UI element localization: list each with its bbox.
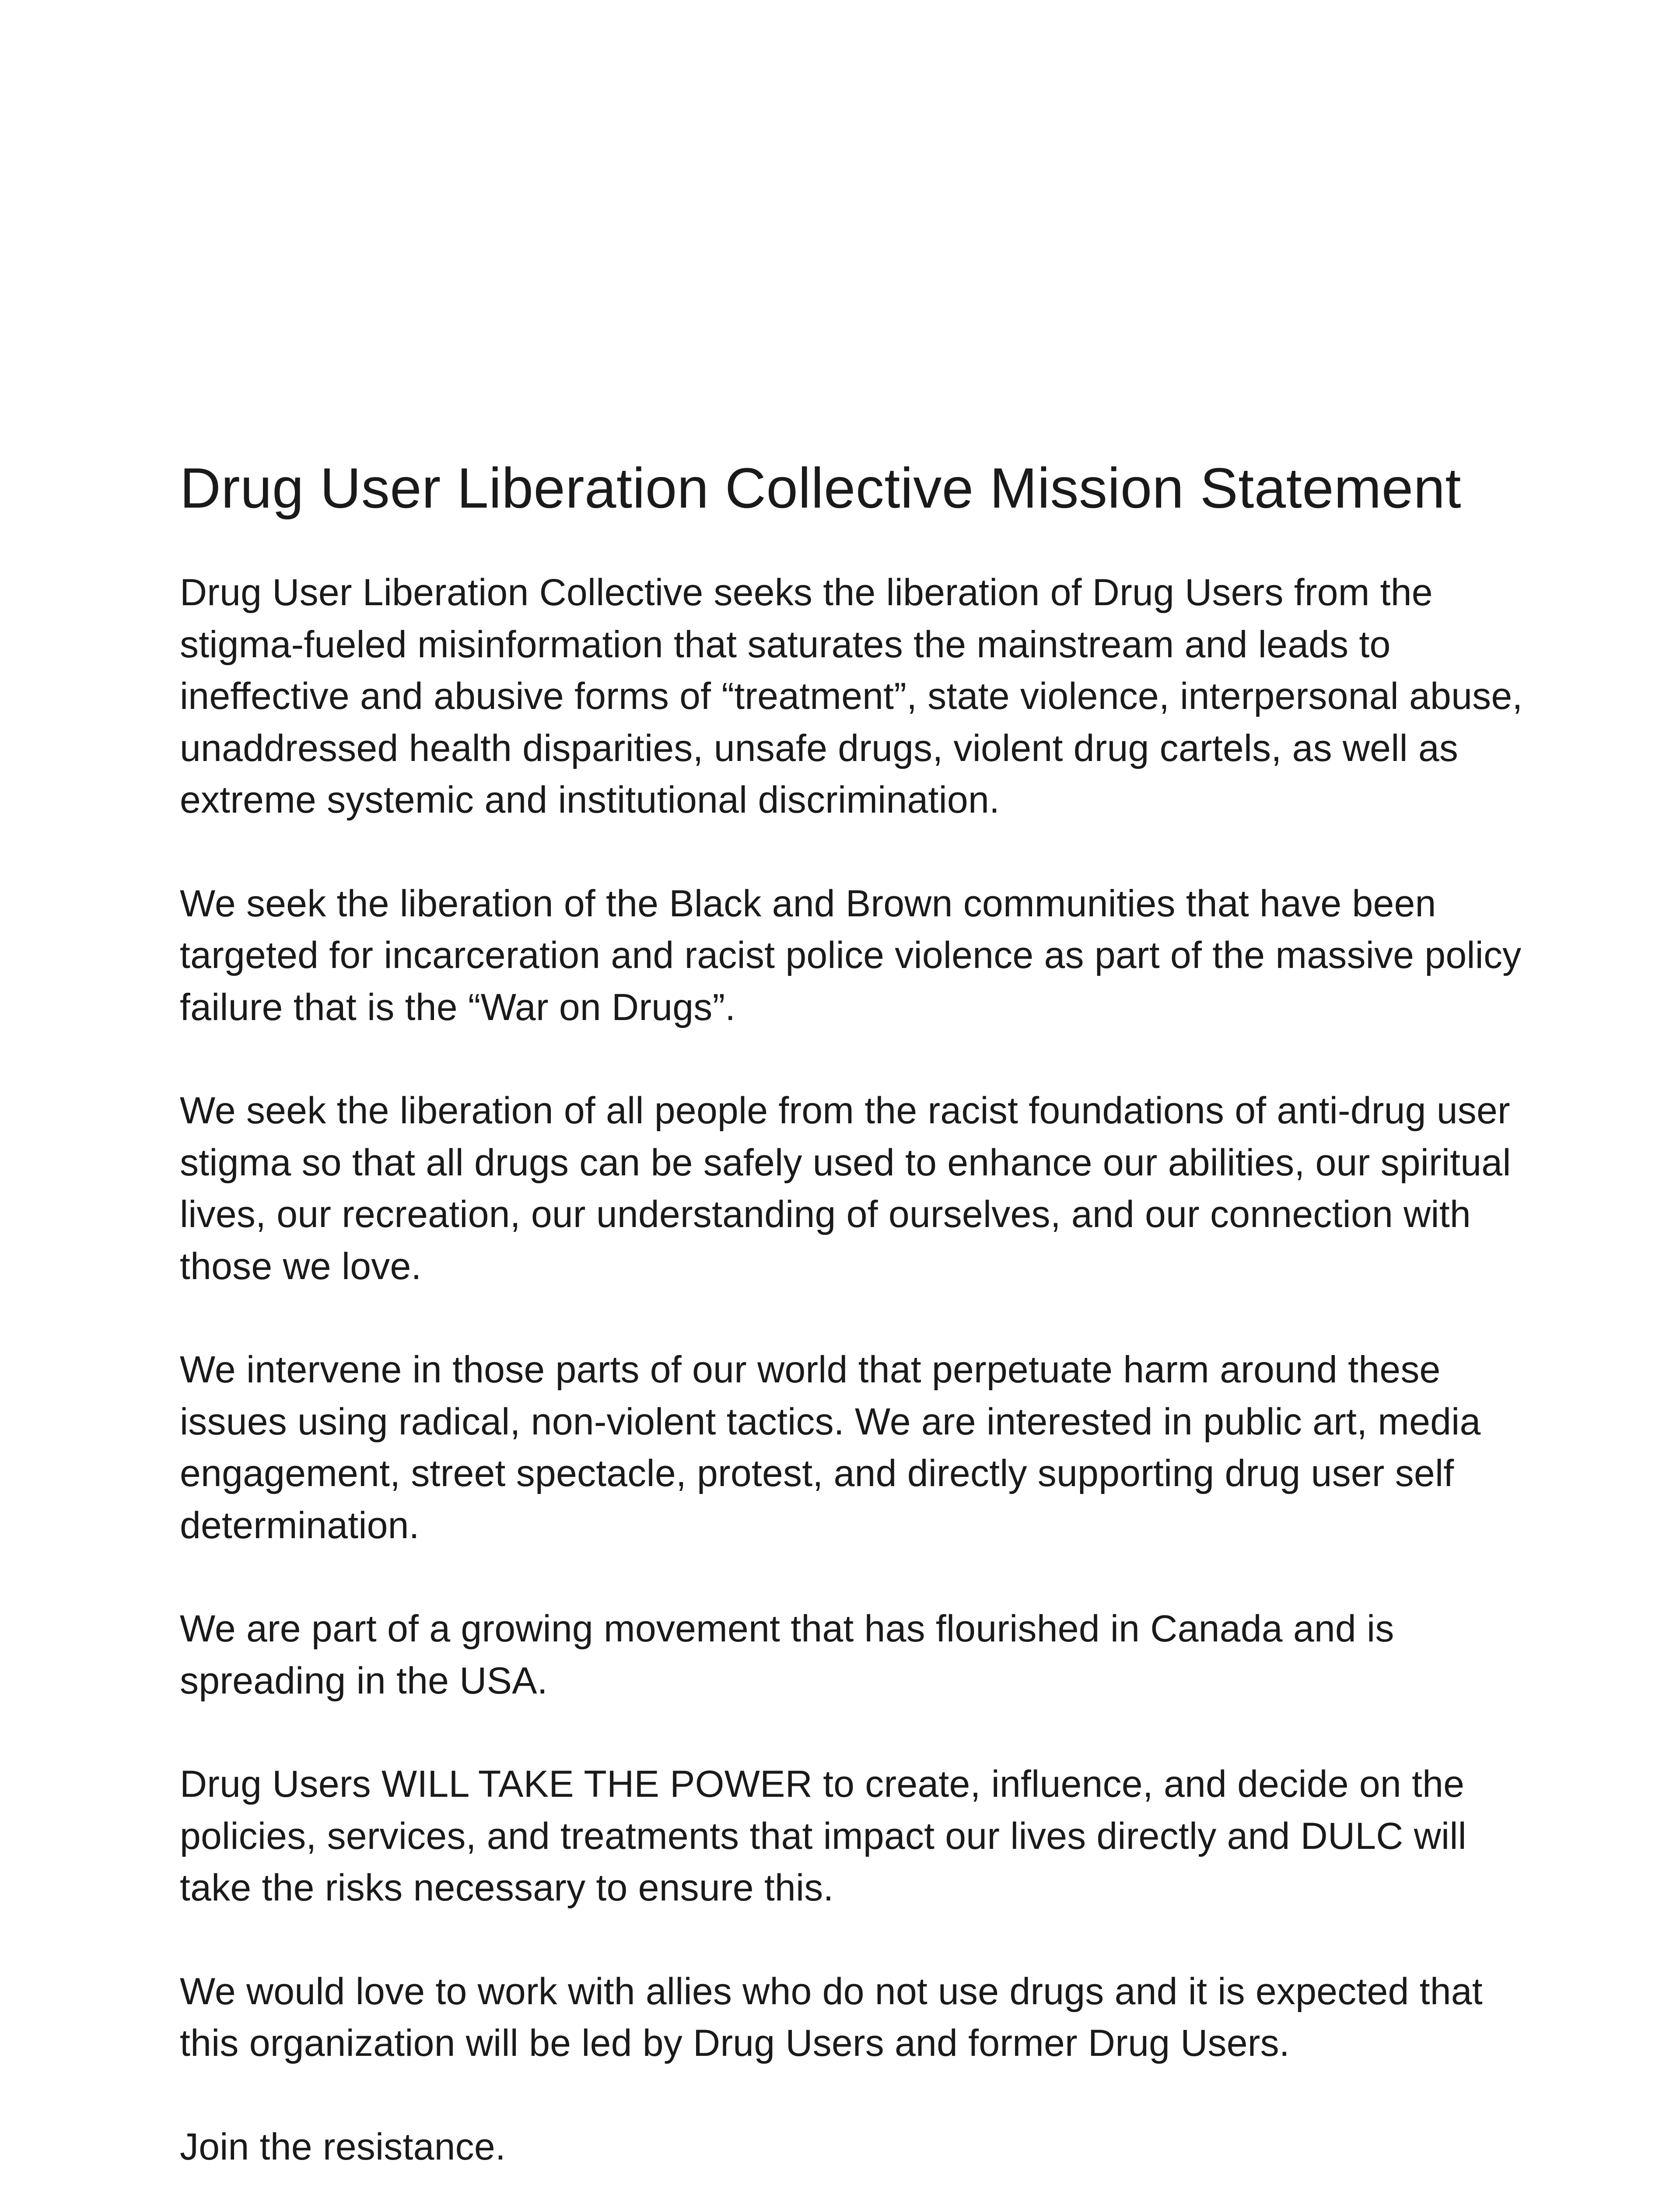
paragraph-power: Drug Users WILL TAKE THE POWER to create, influence, and decide on the policies, services, and treatments that impact our lives directly and DULC will take the risks necessary to ensure this. (180, 1763, 1466, 1909)
paragraph-movement: We are part of a growing movement that has flourished in Canada and is spreading in the USA. (180, 1608, 1394, 1702)
document-title: Drug User Liberation Collective Mission Statement (180, 456, 1462, 520)
paragraph-intervene: We intervene in those parts of our world that perpetuate harm around these issues using radical, non-violent tactics. We are interested in public art, media engagement, street spectacle, protest, and directly supporting drug user self determination. (180, 1349, 1481, 1546)
paragraph-all-people: We seek the liberation of all people from the racist foundations of anti-drug user stigma so that all drugs can be safely used to enhance our abilities, our spiritual lives, our recreation, our understanding of ourselves, and our connection with those we love. (180, 1090, 1511, 1287)
paragraph-closing: Join the resistance. (180, 2125, 506, 2168)
paragraph-intro: Drug User Liberation Collective seeks the liberation of Drug Users from the stigma-fueled misinformation that saturates the mainstream and leads to ineffective and abusive forms of “treatment”, state violence, interpersonal abuse, unaddressed health disparities, unsafe drugs, violent drug cartels, as well as extreme systemic and institutional discrimination. (180, 572, 1523, 821)
paragraph-allies: We would love to work with allies who do not use drugs and it is expected that this organization will be led by Drug Users and former Drug Users. (180, 1970, 1483, 2064)
paragraph-communities: We seek the liberation of the Black and Brown communities that have been targeted for incarceration and racist police violence as part of the massive policy failure that is the “War on Drugs”. (180, 882, 1522, 1028)
document-body (180, 453, 1619, 2188)
